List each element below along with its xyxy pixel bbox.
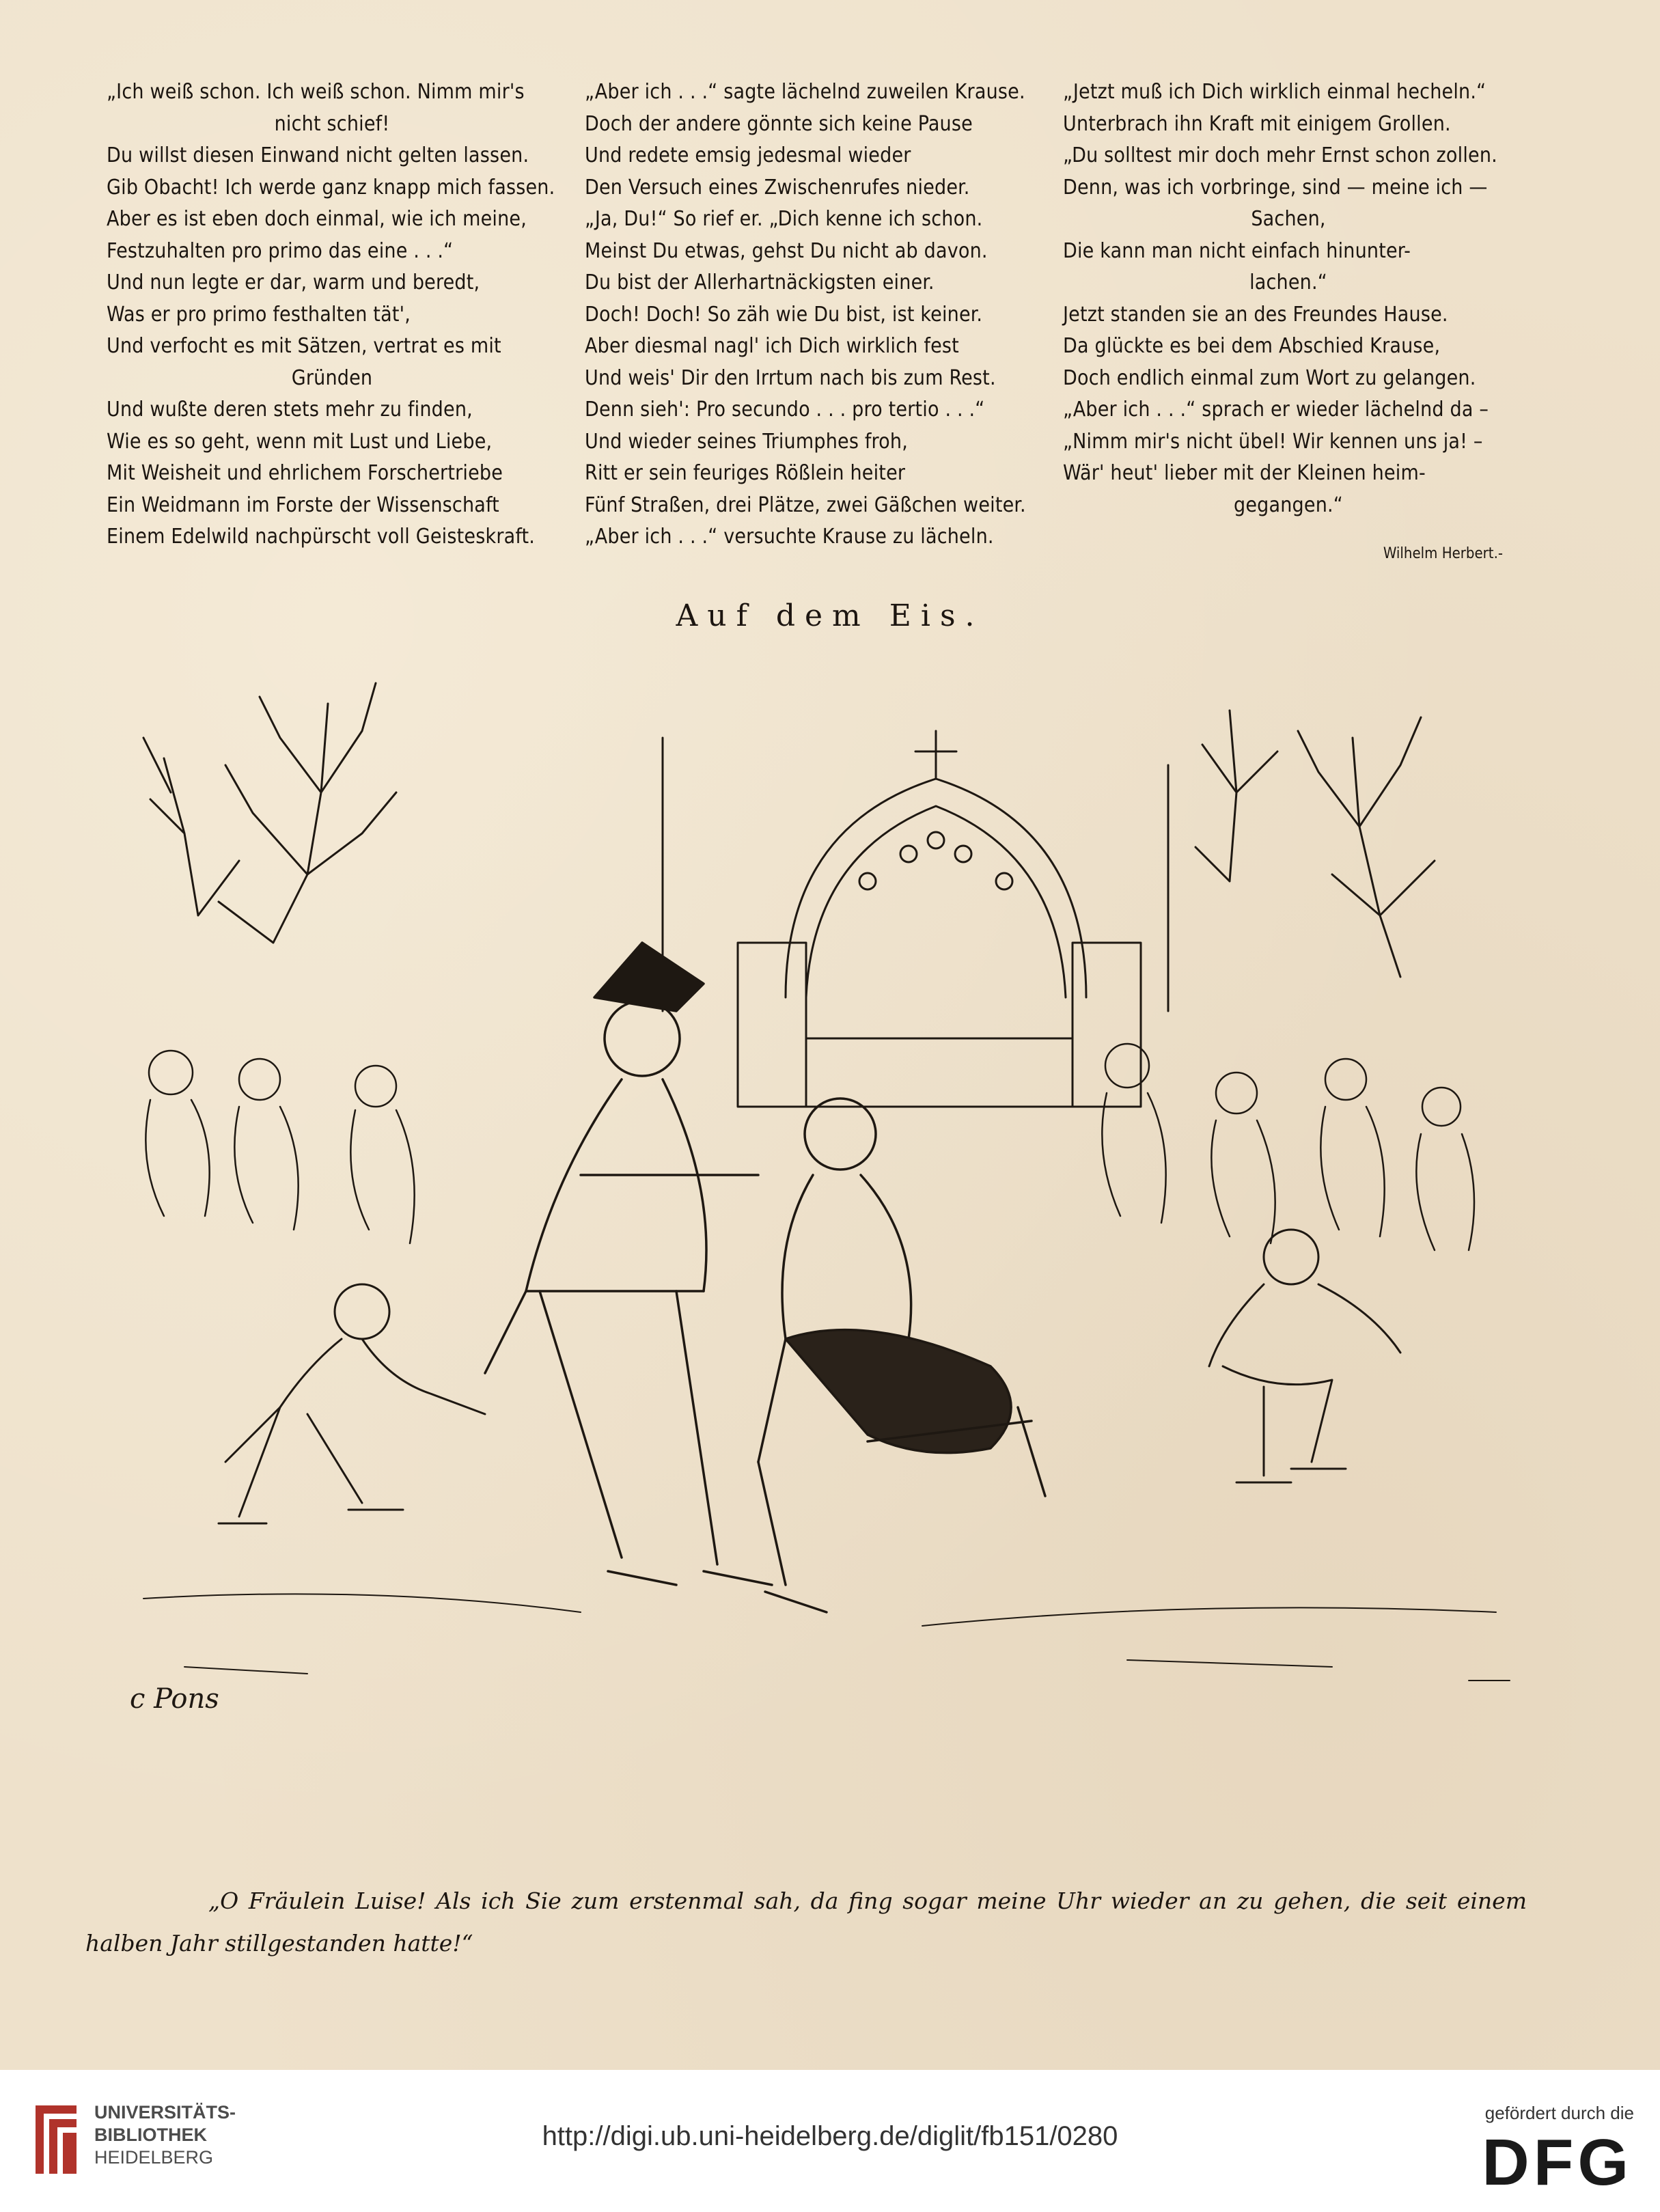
poem-line: „Du solltest mir doch mehr Ernst schon zollen. [1063,143,1497,167]
illustration-title: Auf dem Eis. [676,598,984,633]
poem-line: Und wieder seines Triumphes froh, [585,429,908,454]
illustration-caption: „O Fräulein Luise! Als ich Sie zum erstenmal sah, da fing sogar meine Uhr wieder an zu gehen, die seit einem halben Jahr stillgestanden hatte!“ [85,1888,1527,1957]
permalink-url[interactable]: http://digi.ub.uni-heidelberg.de/diglit/fb151/0280 [542,2121,1118,2151]
poem-line: Und verfocht es mit Sätzen, vertrat es mit [107,334,501,358]
institution-line: UNIVERSITÄTS- [94,2102,236,2123]
poem-line: „Aber ich . . .“ versuchte Krause zu lächeln. [585,525,994,549]
poem-column-1 [107,77,557,553]
poem-line: Und redete emsig jedesmal wieder [585,143,911,167]
poem-line: Unterbrach ihn Kraft mit einigem Grollen. [1063,111,1451,136]
poem-line: Und nun legte er dar, warm und beredt, [107,271,480,294]
poem-line: Aber es ist eben doch einmal, wie ich meine, [107,207,527,231]
dfg-logo-icon: DFG [1482,2126,1633,2199]
poem-line: nicht schief! [274,111,390,136]
right-skater [1209,1230,1400,1482]
poem-line: Sachen, [1251,207,1326,231]
poem-line: „Jetzt muß ich Dich wirklich einmal hecheln.“ [1063,80,1486,104]
skating-scene-illustration [102,656,1537,1776]
poem-line: Gründen [291,365,373,390]
bandstand-pavilion [738,731,1141,1107]
poem-line: Denn, was ich vorbringe, sind — meine ich — [1063,175,1488,199]
poem-author-signature: Wilhelm Herbert.- [1383,545,1503,562]
poem-line: Denn sieh': Pro secundo . . . pro tertio . . .“ [585,398,985,421]
poem-line: Festzuhalten pro primo das eine . . .“ [107,238,454,263]
poem-line: Den Versuch eines Zwischenrufes nieder. [585,175,970,199]
main-skating-couple [485,943,1045,1612]
poem-line: lachen.“ [1249,271,1327,294]
poem-line: „Ja, Du!“ So rief er. „Dich kenne ich schon. [585,207,983,231]
poem-line: Doch! Doch! So zäh wie Du bist, ist keiner. [585,302,983,327]
poem-line: Gib Obacht! Ich werde ganz knapp mich fassen. [107,175,555,199]
poem-line: Du bist der Allerhartnäckigsten einer. [585,271,935,294]
background-skaters [146,1044,1474,1250]
bare-trees-left [143,683,396,943]
poem-line: Doch endlich einmal zum Wort zu gelangen. [1063,365,1476,390]
poem-line: „Ich weiß schon. Ich weiß schon. Nimm mir's [107,80,525,104]
institution-line: HEIDELBERG [94,2147,214,2168]
poem-line: „Aber ich . . .“ sprach er wieder lächelnd da – [1063,398,1489,421]
bare-trees-right [1195,710,1435,977]
ice-surface [143,1594,1510,1681]
poem-line: Und weis' Dir den Irrtum nach bis zum Rest. [585,365,996,390]
institution-line: BIBLIOTHEK [94,2125,207,2145]
poem-line: Aber diesmal nagl' ich Dich wirklich fest [585,334,959,358]
poem-line: Ritt er sein feuriges Rößlein heiter [585,461,906,485]
poem-line: Wie es so geht, wenn mit Lust und Liebe, [107,429,493,454]
left-skater [219,1284,485,1523]
poem-line: „Nimm mir's nicht übel! Wir kennen uns ja! – [1063,429,1483,454]
poem-line: „Aber ich . . .“ sagte lächelnd zuweilen Krause. [585,80,1025,104]
poem-line: Doch der andere gönnte sich keine Pause [585,111,973,136]
artist-signature: c Pons [130,1683,219,1715]
poem-line: Mit Weisheit und ehrlichem Forschertriebe [107,461,503,485]
poem-line: Einem Edelwild nachpürscht voll Geisteskraft. [107,525,536,549]
poem-line: Da glückte es bei dem Abschied Krause, [1063,334,1441,358]
poem-column-2 [585,77,1029,553]
poem-column-3 [1063,77,1514,521]
poem-line: Meinst Du etwas, gehst Du nicht ab davon. [585,238,988,263]
poem-line: Du willst diesen Einwand nicht gelten lassen. [107,143,529,167]
poem-line: gegangen.“ [1234,493,1343,517]
poem-line: Und wußte deren stets mehr zu finden, [107,398,473,421]
poem-line: Was er pro primo festhalten tät', [107,302,411,327]
digitization-footer [0,2070,1660,2212]
poem-line: Jetzt standen sie an des Freundes Hause. [1063,302,1448,327]
funding-label: gefördert durch die [1484,2103,1634,2123]
poem-line: Ein Weidmann im Forste der Wissenschaft [107,493,499,517]
poem-line: Die kann man nicht einfach hinunter- [1063,238,1411,263]
poem-line: Fünf Straßen, drei Plätze, zwei Gäßchen weiter. [585,493,1026,517]
poem-line: Wär' heut' lieber mit der Kleinen heim- [1063,461,1426,485]
